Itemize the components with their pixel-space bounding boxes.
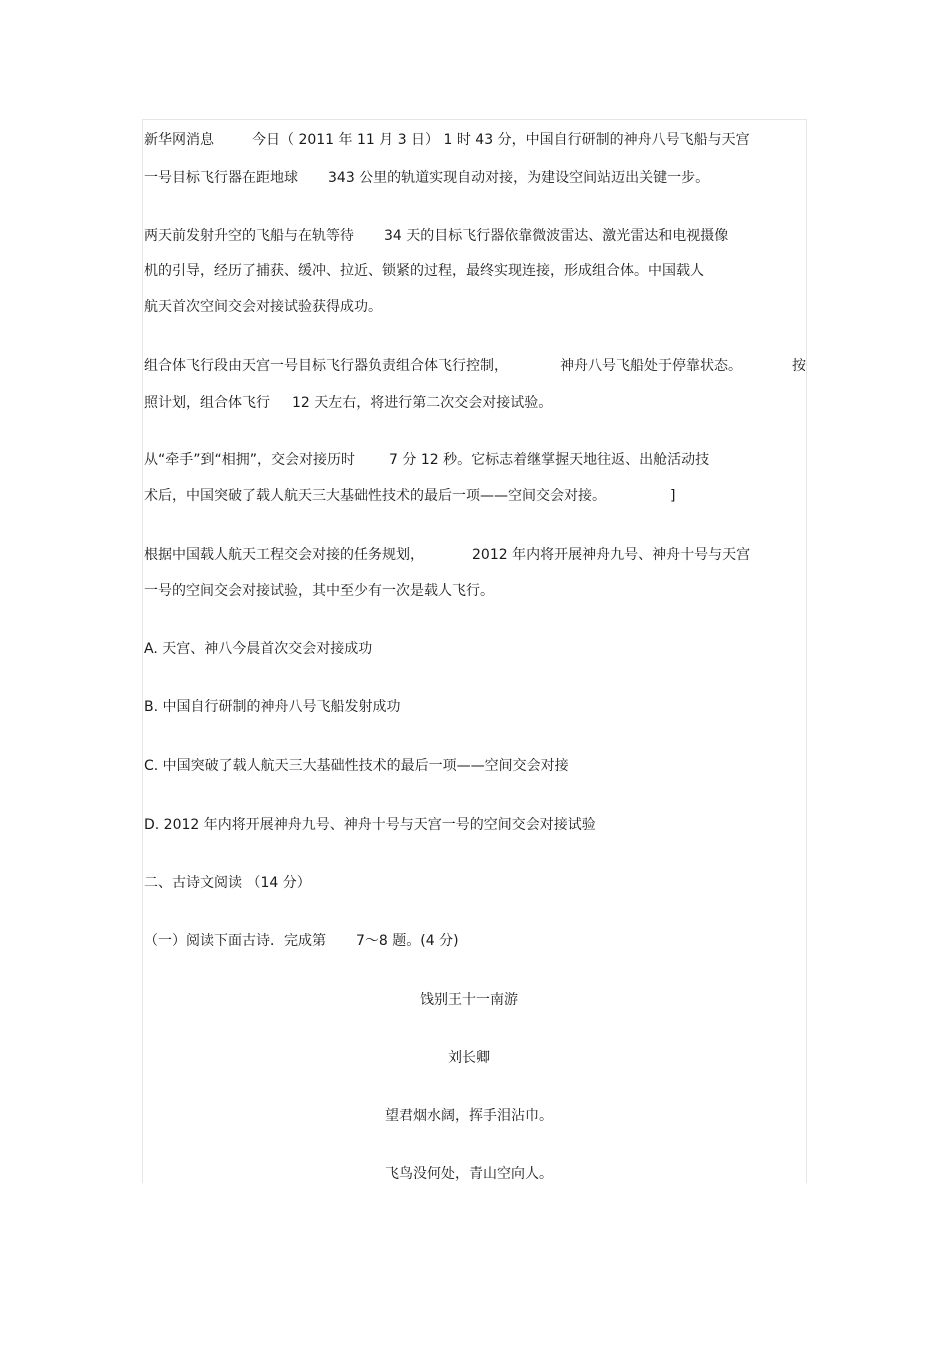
para3-text: 照计划，组合体飞行	[144, 395, 270, 411]
para1-text: 今日（ 2011 年 11 月 3 日） 1 时 43 分，中国自行研制的神舟八号飞船与天宫	[252, 132, 750, 148]
para4-line2	[144, 487, 675, 505]
poem-author: 刘长卿	[448, 1050, 490, 1066]
para4-text: 术后，中国突破了载人航天三大基础性技术的最后一项——空间交会对接。	[144, 488, 606, 504]
para5-line1	[144, 546, 750, 564]
subheading-text: 7～8 题。(4 分)	[356, 933, 459, 949]
para1-line2	[144, 169, 709, 187]
option-b: B. 中国自行研制的神舟八号飞船发射成功	[144, 699, 401, 715]
para3-trailing-char: 按	[792, 358, 806, 374]
option-a: A. 天宫、神八今晨首次交会对接成功	[144, 641, 373, 657]
para2-line3: 航天首次空间交会对接试验获得成功。	[144, 299, 382, 315]
para1-line1	[144, 131, 750, 149]
para4-bracket: ]	[670, 488, 676, 504]
para2-text: 34 天的目标飞行器依靠微波雷达、激光雷达和电视摄像	[384, 228, 729, 244]
para5-line2: 一号的空间交会对接试验，其中至少有一次是载人飞行。	[144, 583, 494, 599]
poem-line-1: 望君烟水阔，挥手泪沾巾。	[385, 1108, 553, 1124]
para1-text: 一号目标飞行器在距地球	[144, 170, 298, 186]
para3-line2	[144, 394, 552, 412]
para3-text: 12 天左右，将进行第二次交会对接试验。	[292, 395, 553, 411]
subheading-text: （一）阅读下面古诗．完成第	[144, 933, 326, 949]
para3-text: 神舟八号飞船处于停靠状态。	[560, 358, 742, 374]
poem-title: 饯别王十一南游	[420, 992, 518, 1008]
para1-text: 343 公里的轨道实现自动对接，为建设空间站迈出关键一步。	[328, 170, 710, 186]
para3-line1	[144, 357, 742, 375]
para5-text: 2012 年内将开展神舟九号、神舟十号与天宫	[472, 547, 751, 563]
poem-line-2: 飞鸟没何处，青山空向人。	[385, 1166, 553, 1182]
para2-line2: 机的引导，经历了捕获、缓冲、拉近、锁紧的过程，最终实现连接，形成组合体。中国载人	[144, 263, 704, 279]
option-d: D. 2012 年内将开展神舟九号、神舟十号与天宫一号的空间交会对接试验	[144, 817, 596, 833]
para4-line1	[144, 451, 709, 469]
option-c: C. 中国突破了载人航天三大基础性技术的最后一项——空间交会对接	[144, 758, 569, 774]
section-heading: 二、古诗文阅读 （14 分）	[144, 875, 311, 891]
para3-text: 组合体飞行段由天宫一号目标飞行器负责组合体飞行控制，	[144, 358, 508, 374]
section-subheading	[144, 932, 459, 950]
para2-text: 两天前发射升空的飞船与在轨等待	[144, 228, 354, 244]
para4-text: 从“牵手”到“相拥”，交会对接历时	[144, 452, 356, 468]
para2-line1	[144, 227, 728, 245]
para1-source: 新华网消息	[144, 132, 214, 148]
para5-text: 根据中国载人航天工程交会对接的任务规划，	[144, 547, 424, 563]
para4-text: 7 分 12 秒。它标志着继掌握天地往返、出舱活动技	[389, 452, 710, 468]
